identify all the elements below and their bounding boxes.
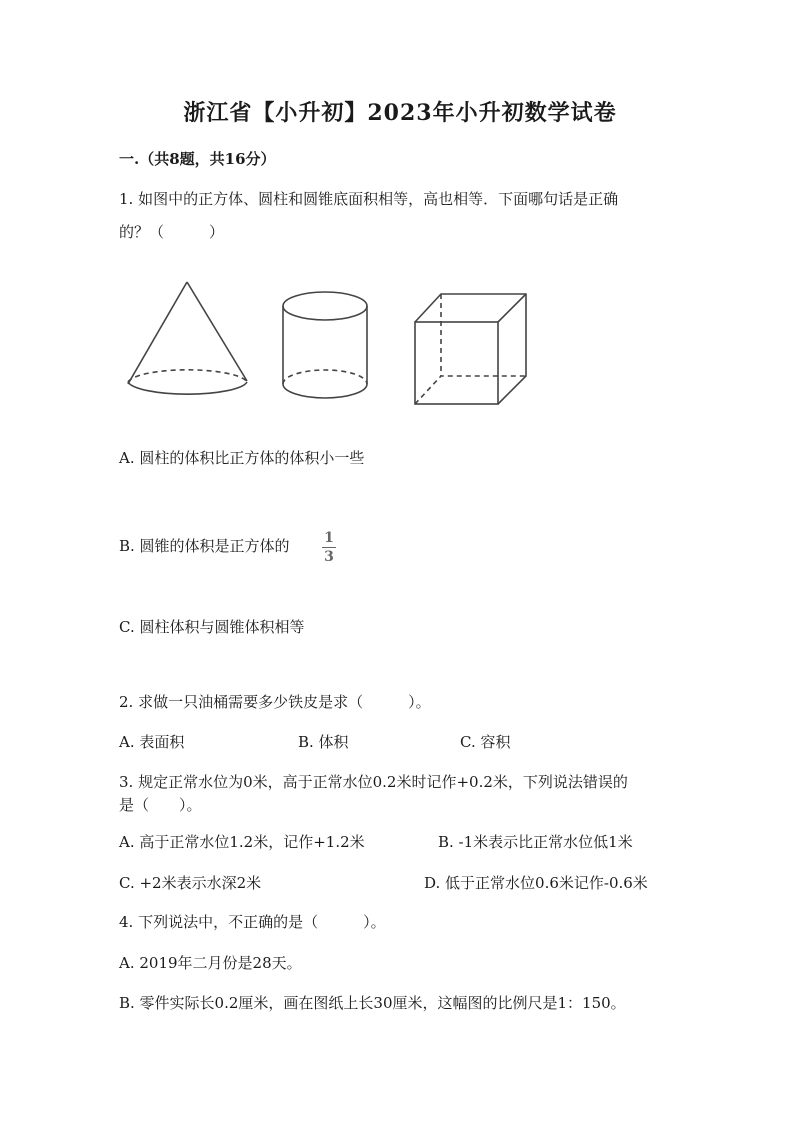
q3-stem-line2: 是（ ）。 [119, 796, 202, 814]
q1-stem-line1: 1. 如图中的正方体、圆柱和圆锥底面积相等，高也相等．下面哪句话是正确 [119, 190, 619, 208]
q1-option-a[interactable]: A. 圆柱的体积比正方体的体积小一些 [119, 449, 365, 467]
fraction-one-third [322, 530, 336, 565]
cylinder-icon [283, 292, 367, 398]
fraction-numerator: 1 [324, 530, 334, 546]
q2-stem: 2. 求做一只油桶需要多少铁皮是求（ ）。 [119, 693, 431, 711]
q1-stem-line2: 的？（ ） [119, 223, 225, 241]
q2-option-a[interactable]: A. 表面积 [119, 733, 185, 751]
section-heading: 一.（共8题，共16分） [119, 150, 276, 168]
q3-option-d[interactable]: D. 低于正常水位0.6米记作-0.6米 [424, 874, 648, 892]
cube-icon [415, 294, 526, 404]
q3-option-a[interactable]: A. 高于正常水位1.2米，记作+1.2米 [119, 833, 365, 851]
q4-stem: 4. 下列说法中，不正确的是（ ）。 [119, 913, 386, 931]
q3-option-b[interactable]: B. -1米表示比正常水位低1米 [438, 833, 633, 851]
exam-title: 浙江省【小升初】2023年小升初数学试卷 [183, 100, 617, 126]
fraction-denominator: 3 [324, 549, 334, 565]
q2-option-b[interactable]: B. 体积 [298, 733, 349, 751]
q1-figure [0, 270, 800, 420]
q3-option-c[interactable]: C. +2米表示水深2米 [119, 874, 262, 892]
q3-stem-line1: 3. 规定正常水位为0米，高于正常水位0.2米时记作+0.2米，下列说法错误的 [119, 773, 628, 791]
q1-option-b[interactable]: B. 圆锥的体积是正方体的 [119, 537, 290, 555]
q4-option-b[interactable]: B. 零件实际长0.2厘米，画在图纸上长30厘米，这幅图的比例尺是1：150。 [119, 994, 626, 1012]
q2-option-c[interactable]: C. 容积 [460, 733, 511, 751]
q1-option-c[interactable]: C. 圆柱体积与圆锥体积相等 [119, 618, 305, 636]
q4-option-a[interactable]: A. 2019年二月份是28天。 [119, 954, 302, 972]
cone-icon [128, 282, 247, 394]
fraction-bar [322, 547, 336, 548]
